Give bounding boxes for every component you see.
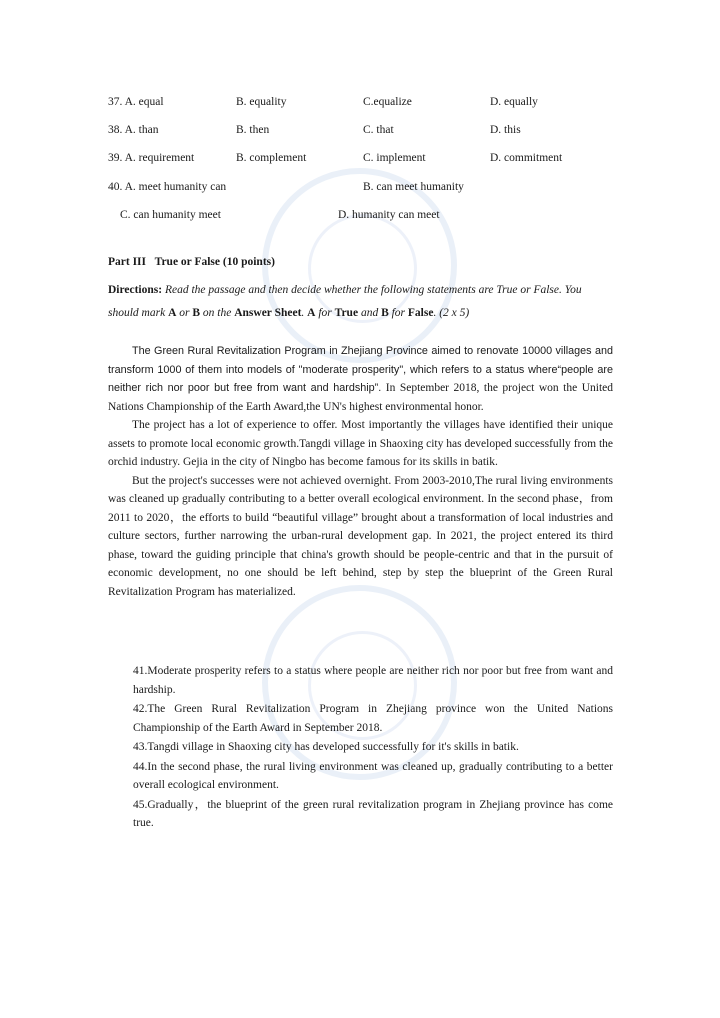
- option-c: C.equalize: [363, 96, 412, 108]
- question-item: 41.Moderate prosperity refers to a status where people are neither rich nor poor but free from want and hardship.: [133, 665, 613, 696]
- option-b: B. can meet humanity: [363, 181, 464, 193]
- option-b: B. equality: [236, 96, 287, 108]
- paragraph: The Green Rural Revitalization Program in Zhejiang Province aimed to renovate 10000 villages and transform 1000 of them into models of "moderate prosperity", which refers to a status where“people are neither rich nor poor but free from want and hardship”. In September 2018, the project won the United Nations Championship of the Earth Award,the UN's highest environmental honor.: [108, 345, 614, 413]
- option-d: D. this: [490, 124, 521, 136]
- paragraph: The project has a lot of experience to offer. Most importantly the villages have identified their unique assets to promote local economic growth.Tangdi village in Shaoxing city has developed successfully from the orchid industry. Gejia in the city of Ningbo has become famous for its skills in batik.: [108, 419, 613, 468]
- option-a: 38. A. than: [108, 124, 159, 136]
- question-item: 44.In the second phase, the rural living environment was cleaned up, gradually contributing to a better overall ecological environment.: [133, 760, 613, 791]
- directions: Directions: Read the passage and then decide whether the following statements are True or False. You should mark A or B on the Answer Sheet. A for True and B for False. (2 x 5): [108, 284, 582, 319]
- directions-label: Directions:: [108, 284, 163, 296]
- question-list: [133, 662, 613, 834]
- option-c: C. that: [363, 124, 394, 136]
- option-c: C. can humanity meet: [120, 209, 221, 221]
- option-d: D. humanity can meet: [338, 209, 440, 221]
- watermark-seal: [262, 168, 457, 363]
- option-a: 39. A. requirement: [108, 152, 195, 164]
- option-a: 40. A. meet humanity can: [108, 181, 227, 193]
- section-title: Part III True or False (10 points): [108, 256, 275, 268]
- option-a: 37. A. equal: [108, 96, 164, 108]
- option-d: D. commitment: [490, 152, 563, 164]
- option-b: B. then: [236, 124, 270, 136]
- option-b: B. complement: [236, 152, 307, 164]
- question-item: 42.The Green Rural Revitalization Program in Zhejiang province won the United Nations Championship of the Earth Award in September 2018.: [133, 703, 613, 734]
- paragraph: But the project's successes were not achieved overnight. From 2003-2010,The rural living environments was cleaned up gradually contributing to a better overall ecological environment. In the second phase，from 2011 to 2020，the efforts to build “beautiful village” brought about a transformation of local industries and culture sectors, further narrowing the urban-rural development gap. In 2021, the project entered its third phase, toward the guiding principle that china's growth should be people-centric and that in the pursuit of economic development, no one should be left behind, step by step the blueprint of the Green Rural Revitalization Program has materialized.: [108, 474, 613, 598]
- question-item: 43.Tangdi village in Shaoxing city has developed successfully for it's skills in batik.: [133, 741, 519, 753]
- question-item: 45.Gradually，the blueprint of the green rural revitalization program in Zhejiang province has come true.: [133, 798, 613, 829]
- option-c: C. implement: [363, 152, 426, 164]
- reading-passage: [108, 342, 613, 601]
- option-d: D. equally: [490, 96, 538, 108]
